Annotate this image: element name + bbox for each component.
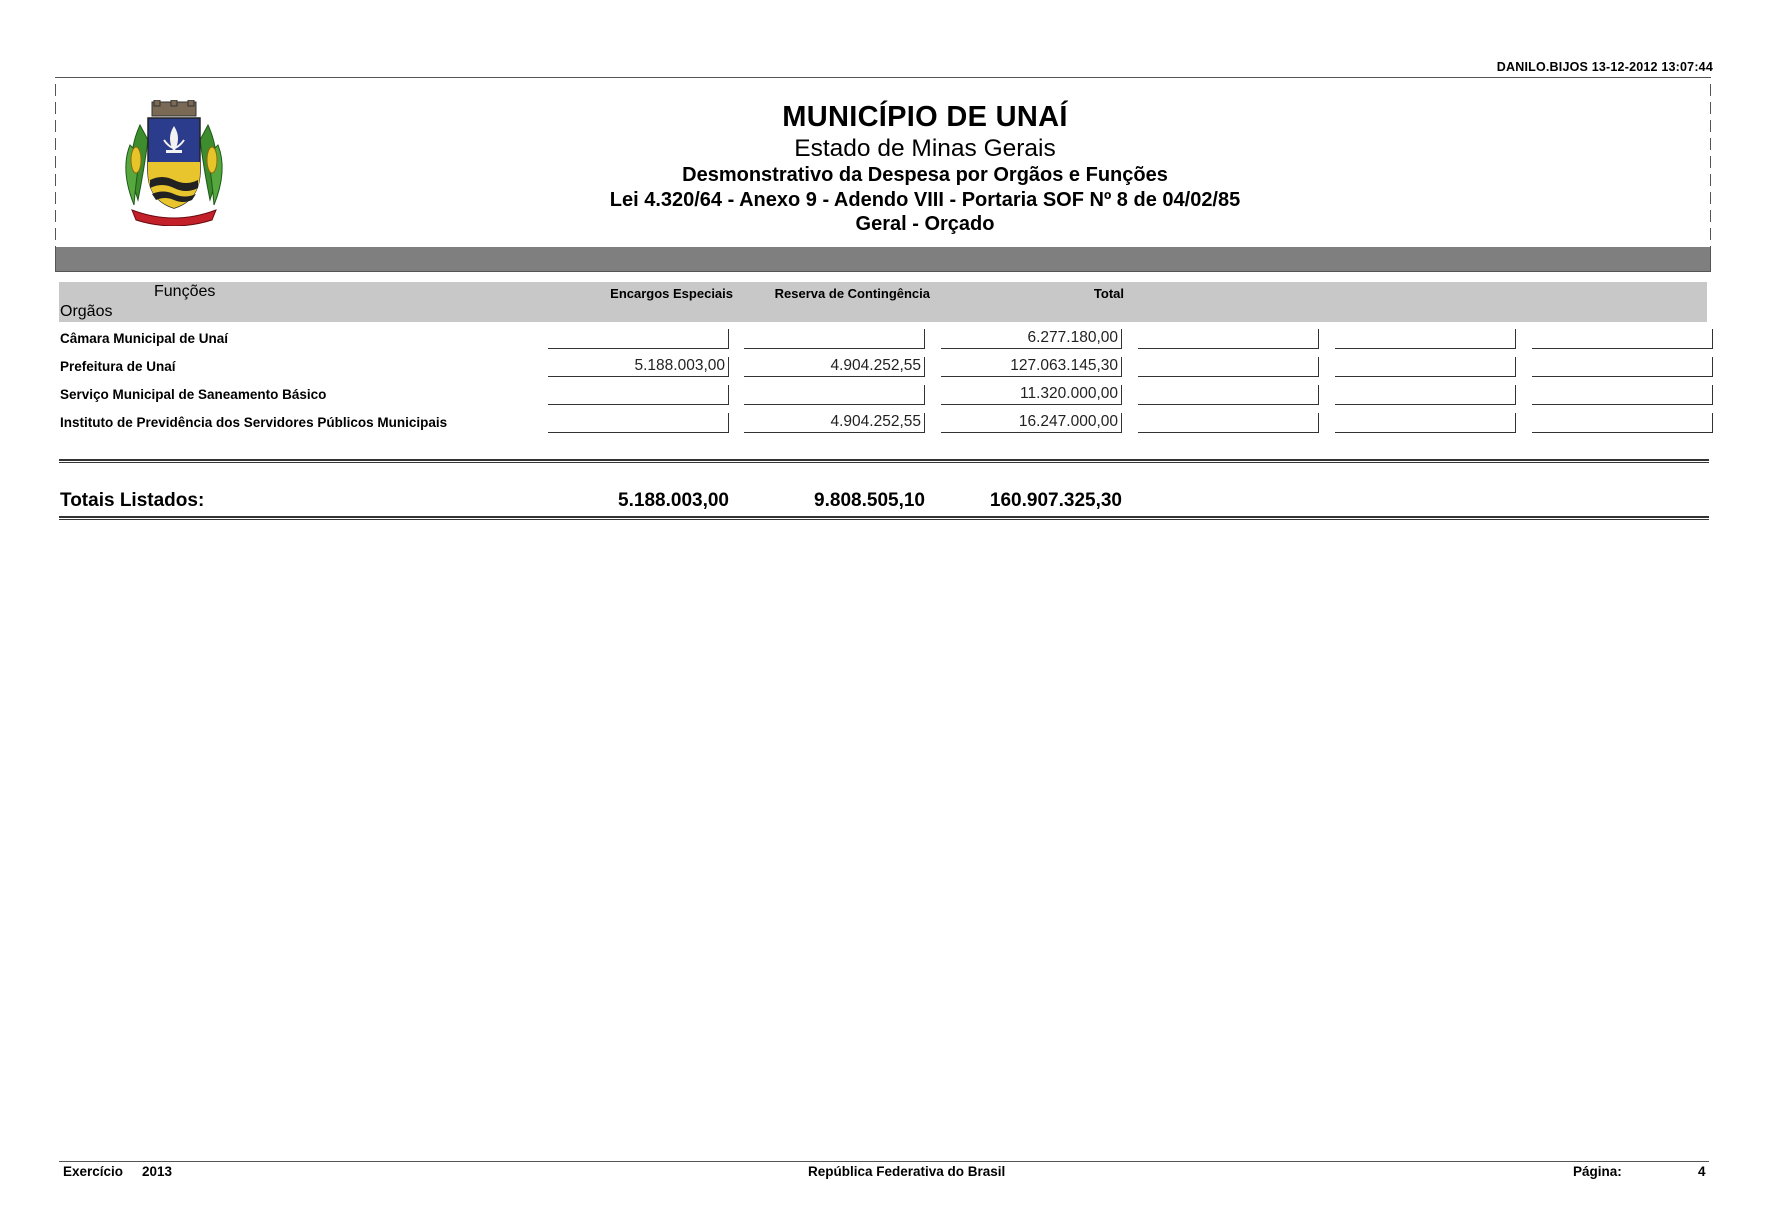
table-row-label: Instituto de Previdência dos Servidores Públicos Municipais — [60, 415, 448, 430]
column-header-reserva: Reserva de Contingência — [774, 286, 930, 301]
column-header-funcoes: Funções — [154, 283, 216, 300]
cell-encargos — [548, 413, 729, 433]
footer-page-label: Página: — [1573, 1164, 1622, 1179]
cell-empty — [1335, 385, 1516, 405]
cell-empty — [1532, 357, 1713, 377]
footer-exercicio-year: 2013 — [142, 1164, 173, 1179]
cell-reserva — [744, 385, 925, 405]
header-divider-bar — [55, 247, 1711, 272]
cell-total: 16.247.000,00 — [941, 413, 1122, 433]
table-row-label: Prefeitura de Unaí — [60, 359, 176, 374]
cell-empty — [1532, 329, 1713, 349]
column-header-total: Total — [1093, 286, 1124, 301]
cell-encargos — [548, 385, 729, 405]
cell-empty — [1138, 357, 1319, 377]
municipality-title: MUNICÍPIO DE UNAÍ — [782, 101, 1068, 133]
column-header-orgaos: Orgãos — [60, 303, 113, 320]
state-subtitle: Estado de Minas Gerais — [794, 135, 1056, 162]
cell-empty — [1532, 413, 1713, 433]
table-row-label: Serviço Municipal de Saneamento Básico — [60, 387, 327, 402]
cell-reserva: 4.904.252,55 — [744, 413, 925, 433]
cell-empty — [1335, 329, 1516, 349]
total-total: 160.907.325,30 — [989, 490, 1122, 511]
cell-reserva: 4.904.252,55 — [744, 357, 925, 377]
cell-empty — [1138, 385, 1319, 405]
user-timestamp: DANILO.BIJOS 13-12-2012 13:07:44 — [1496, 60, 1713, 74]
legal-reference: Lei 4.320/64 - Anexo 9 - Adendo VIII - Portaria SOF Nº 8 de 04/02/85 — [609, 189, 1241, 211]
cell-encargos: 5.188.003,00 — [548, 357, 729, 377]
cell-reserva — [744, 329, 925, 349]
cell-encargos — [548, 329, 729, 349]
table-row-label: Câmara Municipal de Unaí — [60, 331, 229, 346]
cell-empty — [1138, 413, 1319, 433]
cell-empty — [1335, 357, 1516, 377]
totals-separator — [59, 516, 1709, 520]
table-separator — [59, 459, 1709, 463]
coat-of-arms-logo — [118, 100, 230, 226]
cell-total: 6.277.180,00 — [941, 329, 1122, 349]
footer-rule — [59, 1161, 1709, 1162]
total-encargos: 5.188.003,00 — [618, 490, 729, 511]
cell-empty — [1138, 329, 1319, 349]
footer-exercicio-label: Exercício — [63, 1164, 124, 1179]
footer-page-number: 4 — [1698, 1164, 1706, 1179]
total-reserva: 9.808.505,10 — [814, 490, 925, 511]
footer-country: República Federativa do Brasil — [808, 1164, 1006, 1179]
report-titles — [300, 100, 1550, 237]
column-header-encargos: Encargos Especiais — [610, 286, 733, 301]
cell-empty — [1335, 413, 1516, 433]
report-scope: Geral - Orçado — [855, 213, 995, 235]
cell-total: 11.320.000,00 — [941, 385, 1122, 405]
report-name: Desmonstrativo da Despesa por Orgãos e Funções — [682, 164, 1168, 186]
cell-empty — [1532, 385, 1713, 405]
cell-total: 127.063.145,30 — [941, 357, 1122, 377]
totals-label: Totais Listados: — [60, 490, 205, 511]
